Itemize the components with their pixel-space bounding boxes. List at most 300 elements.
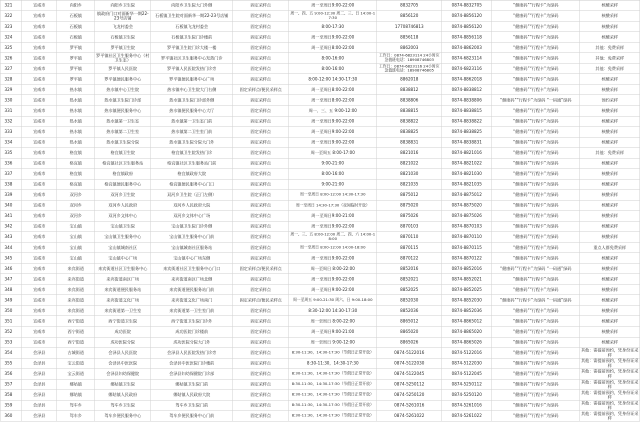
cell-number: 333 (0, 127, 22, 137)
cell-site-name: 罗平镇便民服务中心 (95, 74, 151, 84)
cell-hours: 周一至周日9:00-22:00 (289, 32, 377, 42)
cell-site-name: 西宁街道卫生院 (95, 316, 151, 326)
cell-requirement: “健康码”“行程卡”为绿码 (492, 306, 580, 316)
cell-service: 核酸采样 (580, 211, 640, 221)
cell-address: 热水镇第二卫生室门前 (151, 127, 233, 137)
table-row (0, 158, 640, 169)
table-row (0, 358, 640, 369)
table-row (0, 116, 640, 127)
cell-site-name: 来宾街道南区广场 (95, 274, 151, 284)
cell-requirement: “健康码”“行程卡”为绿码 (492, 22, 580, 32)
cell-requirement: “健康码”“行程卡”为绿码 (492, 327, 580, 337)
cell-town: 娜姑镇 (57, 390, 95, 400)
cell-phone: 8832705 (377, 1, 442, 11)
cell-site-type: 固定采样点 (233, 53, 289, 63)
cell-address: 热水镇卫生院分院大门外 (151, 137, 233, 147)
cell-phone-alt: 0874-8838806 (442, 95, 492, 105)
cell-town: 热水镇 (57, 127, 95, 137)
cell-requirement: “健康码”“行程卡”为绿码 (492, 32, 580, 42)
cell-site-name: 会泽县人民医院 (95, 348, 151, 358)
cell-phone: 8870110 (377, 232, 442, 242)
cell-phone-alt: 0874-8862003 (442, 43, 492, 53)
cell-site-name: 罗平镇人民医院 (95, 64, 151, 74)
cell-phone: 8875026 (377, 211, 442, 221)
cell-phone: 8838825 (377, 127, 442, 137)
cell-phone-alt: 0874-5122045 (442, 369, 492, 379)
cell-requirement: “健康码”“行程卡”为绿码 (492, 390, 580, 400)
cell-site-type: 固定采样点 (233, 32, 289, 42)
cell-service: 其他：需提前预约，凭身份证采样 (581, 379, 639, 389)
cell-city: 宣威市 (22, 306, 57, 316)
cell-city: 宣威市 (22, 127, 57, 137)
cell-town: 西宁街道 (57, 316, 95, 326)
cell-phone-alt: 0874-8852025 (442, 285, 492, 295)
cell-phone-alt: 0874-8875012 (442, 190, 492, 200)
cell-town: 双河乡 (57, 211, 95, 221)
cell-address: 石板镇卫生院对面新华一期22-23号店铺 (151, 11, 233, 21)
cell-phone: 8870115 (377, 243, 442, 253)
cell-address: 双河乡人民政府大院 (151, 200, 233, 210)
table-row (0, 400, 640, 411)
cell-service: 核酸采样 (580, 22, 640, 32)
cell-site-name: 格宜镇政府 (95, 169, 151, 179)
cell-service: 其他：需提前预约，凭身份证采样 (581, 358, 639, 368)
cell-town: 热水镇 (57, 116, 95, 126)
cell-site-type: 固定采样点 (233, 369, 289, 379)
cell-site-type: 固定采样点 (233, 232, 289, 242)
cell-service: 核酸采样 (580, 74, 640, 84)
cell-address: 双河乡文体中心广场 (151, 211, 233, 221)
cell-phone-alt: 0874-8821030 (442, 169, 492, 179)
table-row (0, 306, 640, 317)
cell-town: 娜姑镇 (57, 379, 95, 389)
cell-number: 321 (0, 1, 22, 11)
cell-site-name: 格宜镇便民服务中心 (95, 179, 151, 189)
cell-requirement: “健康码”“行程卡”为绿码 (492, 348, 580, 358)
cell-phone-alt: 0874-8870103 (442, 221, 492, 231)
cell-requirement: “健康码”“行程卡”为绿码 (492, 137, 580, 147)
cell-service: 核酸采样 (580, 337, 640, 347)
cell-requirement: “健康码”“行程卡”为绿码 (492, 285, 580, 295)
cell-phone: 8838822 (377, 116, 442, 126)
cell-site-type: 固定采样点 (233, 327, 289, 337)
cell-address: 来宾街道南区广场北侧 (151, 274, 233, 284)
cell-site-name: 罗平镇卫生院 (95, 43, 151, 53)
cell-city: 宣威市 (22, 337, 57, 347)
cell-phone-alt: 0874-8862018 (442, 74, 492, 84)
cell-address: 罗平镇社区卫生服务中心发热门诊 (151, 53, 233, 63)
cell-phone: 工作日：0874-6823114 24小时应急值班电话：18908746803 (377, 53, 442, 63)
cell-city: 宣威市 (22, 85, 57, 95)
cell-address: 热水镇便民服务中心大厅 (151, 106, 233, 116)
cell-phone-alt: 0874-5250112 (442, 379, 492, 389)
cell-requirement: “健康码”“行程卡”为绿码 (492, 11, 580, 21)
cell-city: 会泽县 (22, 348, 57, 358)
table-row (0, 285, 640, 296)
cell-requirement: “健康码”“行程卡”为绿码 (492, 106, 580, 116)
table-row (0, 190, 640, 201)
cell-service: 核酸采样 (580, 327, 640, 337)
cell-phone: 0874-5122030 (377, 358, 442, 368)
cell-requirement: “健康码”“行程卡”为绿码 (492, 379, 580, 389)
cell-address: 宝山镇城南社区服务站 (151, 243, 233, 253)
cell-service: 核酸采样 (580, 137, 640, 147)
cell-number: 331 (0, 106, 22, 116)
cell-site-type: 固定采样点 (233, 390, 289, 400)
cell-hours: 周一至周五 9:00-21:30 周六、日 9:00-18:00 (289, 295, 377, 305)
cell-site-name: 成功医院分院 (95, 337, 151, 347)
table-row (0, 243, 640, 254)
cell-hours: 周一至周日 8:00-12:00 14:00-18:00 (289, 243, 377, 253)
cell-town: 来宾街道 (57, 264, 95, 274)
cell-city: 宣威市 (22, 243, 57, 253)
cell-hours: 周一至周日8:00-22:00 (289, 95, 377, 105)
table-row (0, 148, 640, 159)
cell-hours: 周一至周日9:00-22:00 (289, 1, 377, 11)
cell-number: 338 (0, 179, 22, 189)
table-row (0, 85, 640, 96)
cell-phone-alt: 0874-5261022 (442, 411, 492, 421)
cell-site-name: 镇政府门口对面新华一期22-23号店铺 (95, 11, 151, 21)
cell-hours: 周一至周五 8:00-17:00 (289, 148, 377, 158)
cell-requirement: “健康码”“行程卡”为绿码 (492, 74, 580, 84)
cell-hours: 周一至周日9:00-22:00 (289, 221, 377, 231)
cell-service: 核酸采样 (580, 11, 640, 21)
table-row (0, 43, 640, 54)
cell-phone: 工作日：0874-6823116 24小时应急值班电话：18908746805 (377, 64, 442, 74)
cell-address: 会泽县人民医院发热门诊旁 (151, 348, 233, 358)
cell-number: 355 (0, 358, 22, 368)
cell-site-name: 向阳乡卫生院 (95, 1, 151, 11)
cell-phone-alt: 0874-8856118 (442, 32, 492, 42)
cell-service: 核酸采样 (580, 106, 640, 116)
cell-town: 宝山镇 (57, 253, 95, 263)
cell-site-type: 固定采样点 (233, 337, 289, 347)
cell-service: 核酸采样 (580, 116, 640, 126)
cell-city: 会泽县 (22, 390, 57, 400)
cell-service: 预约采样 (580, 95, 640, 105)
cell-town: 罗平镇 (57, 64, 95, 74)
cell-site-name: 热水镇卫生院分院 (95, 137, 151, 147)
cell-requirement: “健康码”“行程卡”为绿码 (492, 316, 580, 326)
cell-requirement: “健康码”“行程卡”为绿码 (492, 200, 580, 210)
cell-phone-alt: 0874-8838815 (442, 106, 492, 116)
cell-phone-alt: 0874-5261016 (442, 400, 492, 410)
cell-service: 其他：需提前预约，凭身份证采样 (581, 410, 639, 421)
cell-town: 驾车乡 (57, 411, 95, 421)
table-row (0, 348, 640, 359)
cell-number: 347 (0, 274, 22, 284)
cell-phone: 0874-5250120 (377, 390, 442, 400)
cell-address: 成功医院门诊楼前 (151, 327, 233, 337)
cell-town: 驾车乡 (57, 400, 95, 410)
cell-service: 核酸采样 (580, 295, 640, 305)
cell-site-name: 会泽县妇幼保健院 (95, 369, 151, 379)
cell-city: 宣威市 (22, 22, 57, 32)
cell-city: 宣威市 (22, 327, 57, 337)
cell-site-type: 固定采样点 (233, 253, 289, 263)
cell-city: 宣威市 (22, 221, 57, 231)
cell-number: 341 (0, 211, 22, 221)
cell-phone: 8865012 (377, 316, 442, 326)
cell-requirement: “健康码”“行程卡”为绿码 (492, 211, 580, 221)
cell-town: 石板镇 (57, 11, 95, 21)
cell-phone-alt: 0874-5122016 (442, 348, 492, 358)
cell-hours: 周一、三、五 8:00-12:00 周二、四、六 14:00-18:00 (290, 232, 376, 242)
cell-service: 其他：需提前预约，凭身份证采样 (581, 389, 639, 400)
cell-site-type: 固定采样点 (233, 137, 289, 147)
cell-service: 核酸采样 (580, 221, 640, 231)
cell-number: 325 (0, 43, 22, 53)
cell-hours: 8:30-11:30，14:30-17:30（节假日正常开放） (289, 348, 377, 358)
cell-city: 宣威市 (22, 158, 57, 168)
cell-service: 其他：需提前预约，凭身份证采样 (581, 400, 639, 410)
cell-site-name: 石板镇卫生院 (95, 32, 151, 42)
table-row (0, 316, 640, 327)
cell-phone-alt: 0874-8870115 (442, 243, 492, 253)
cell-phone: 0874-5261022 (377, 411, 442, 421)
table-row (0, 221, 640, 232)
cell-phone: 8852021 (377, 274, 442, 284)
cell-phone-alt: 0874-6823114 (442, 53, 492, 63)
cell-phone-alt: 0874-8856120 (442, 11, 492, 21)
cell-hours: 8:00-16:00 (289, 64, 377, 74)
cell-site-name: 格宜镇社区卫生服务站 (95, 158, 151, 168)
cell-service: 核酸采样 (580, 85, 640, 95)
cell-town: 罗平镇 (57, 74, 95, 84)
cell-hours: 8:30-12:00 14:30-17:30 (289, 306, 377, 316)
cell-service: 核酸采样 (580, 190, 640, 200)
cell-hours: 周一至周日 14:30-17:30（夜间临时开放） (289, 200, 377, 210)
cell-city: 会泽县 (22, 358, 57, 368)
cell-town: 西宁街道 (57, 337, 95, 347)
cell-number: 336 (0, 158, 22, 168)
cell-requirement: “健康码”“行程卡”为绿码 “一码通”绿码 (492, 295, 580, 305)
cell-town: 格宜镇 (57, 179, 95, 189)
cell-number: 329 (0, 85, 22, 95)
cell-number: 346 (0, 264, 22, 274)
cell-number: 343 (0, 232, 22, 242)
cell-site-name: 热水镇便民服务中心 (95, 106, 151, 116)
cell-town: 热水镇 (57, 85, 95, 95)
cell-requirement: “健康码”“行程卡”为绿码 (492, 169, 580, 179)
cell-hours: 8:30-11:30，14:30-17:30（节假日正常开放） (289, 411, 377, 421)
cell-phone-alt: 0874-8852021 (442, 274, 492, 284)
cell-number: 330 (0, 95, 22, 105)
cell-site-type: 固定采样点 (233, 411, 289, 421)
cell-city: 宣威市 (22, 43, 57, 53)
cell-address: 格宜镇政府大院 (151, 169, 233, 179)
cell-requirement: “健康码”“行程卡”为绿码 (492, 232, 580, 242)
table-row (0, 74, 640, 85)
table-row (0, 11, 640, 22)
cell-requirement: “健康码”“行程卡”为绿码 (492, 369, 580, 379)
cell-address: 成功医院分院大门外 (151, 337, 233, 347)
cell-service: 核酸采样 (580, 306, 640, 316)
cell-city: 宣威市 (22, 190, 57, 200)
cell-phone-alt: 0874-8870110 (442, 232, 492, 242)
cell-phone-alt: 0874-5122030 (442, 358, 492, 368)
cell-city: 宣威市 (22, 200, 57, 210)
cell-requirement: “健康码”“行程卡”为绿码 (492, 116, 580, 126)
cell-service: 重点人群免费采样 (580, 243, 640, 253)
cell-address: 娜姑镇卫生院门前 (151, 379, 233, 389)
cell-address: 向阳乡卫生院大门外侧 (151, 1, 233, 11)
cell-site-name: 成功医院 (95, 327, 151, 337)
cell-address: 宝山镇卫生院门诊外侧 (151, 221, 233, 231)
cell-hours: 8:00-16:00 (289, 53, 377, 63)
cell-site-type: 固定采样点 (233, 379, 289, 389)
cell-city: 会泽县 (22, 411, 57, 421)
cell-address: 热水镇第一卫生室门前 (151, 116, 233, 126)
cell-city: 会泽县 (22, 379, 57, 389)
cell-site-name: 娜姑镇人民政府 (95, 390, 151, 400)
table-row (0, 169, 640, 180)
cell-service: 核酸采样 (580, 264, 640, 274)
cell-phone: 8865020 (377, 327, 442, 337)
cell-phone-alt: 0874-8852036 (442, 306, 492, 316)
cell-town: 西宁街道 (57, 327, 95, 337)
cell-site-name: 宝山镇中心广场 (95, 253, 151, 263)
cell-service: 核酸采样 (580, 169, 640, 179)
cell-site-type: 固定采样点 (233, 179, 289, 189)
cell-city: 宣威市 (22, 116, 57, 126)
cell-address: 宝山镇卫生服务中心门前 (151, 232, 233, 242)
cell-number: 342 (0, 221, 22, 231)
cell-phone-alt: 0874-8852016 (442, 264, 492, 274)
cell-address: 热水镇卫生院门诊部外侧 (151, 95, 233, 105)
cell-requirement: “健康码”“行程卡”为绿码 (492, 1, 580, 11)
cell-hours: 8:30-11:30，14:30-17:30（节假日正常开放） (289, 369, 377, 379)
cell-number: 339 (0, 190, 22, 200)
cell-number: 326 (0, 53, 22, 63)
cell-phone: 0874-5250112 (377, 379, 442, 389)
cell-service: 其他：需提前预约，凭身份证采样 (581, 368, 639, 379)
cell-number: 348 (0, 285, 22, 295)
cell-requirement: “健康码”“行程卡”为绿码 (492, 337, 580, 347)
cell-service: 其他：免费采样 (580, 43, 640, 53)
cell-address: 来宾街道便民服务站门前 (151, 285, 233, 295)
cell-hours: 周一至周日8:00-22:00 (289, 43, 377, 53)
cell-phone: 8852030 (377, 295, 442, 305)
cell-hours: 周一至周日8:00-22:00 (289, 85, 377, 95)
cell-site-type: 固定采样点 (233, 243, 289, 253)
cell-number: 332 (0, 116, 22, 126)
cell-requirement: “健康码”“行程卡”为绿码 (492, 221, 580, 231)
table-row (0, 232, 640, 243)
cell-site-type: 固定采样点 (233, 106, 289, 116)
cell-hours: 周一至周日 9:00-12:00 (289, 337, 377, 347)
cell-service: 其他：免费采样 (580, 148, 640, 158)
table-row (0, 64, 640, 75)
cell-address: 驾车乡卫生院门前 (151, 400, 233, 410)
cell-hours: 周一、四、五 9:00-12:30 周二、三、日 14:00-17:30 (290, 11, 376, 21)
cell-site-type: 固定采样点 (233, 43, 289, 53)
cell-service: 核酸采样 (580, 232, 640, 242)
cell-site-name: 驾车乡便民服务中心 (95, 411, 151, 421)
table-row (0, 106, 640, 117)
cell-site-type: 固定采样点 (233, 74, 289, 84)
table-row (0, 211, 640, 222)
cell-site-name: 热水镇中心卫生院 (95, 85, 151, 95)
cell-number: 359 (0, 400, 22, 410)
cell-hours: 周一、三、五 9:00-12:00 (289, 106, 377, 116)
cell-site-type: 固定采样点 (233, 158, 289, 168)
cell-hours: 周一至周日9:00-22:00 (289, 274, 377, 284)
cell-address: 格宜镇社区卫生服务站门前 (151, 158, 233, 168)
cell-city: 宣威市 (22, 169, 57, 179)
cell-site-name: 双河乡卫生院 (95, 190, 151, 200)
cell-phone-alt: 0874-8838812 (442, 85, 492, 95)
cell-phone-alt: 0874-8838822 (442, 116, 492, 126)
cell-requirement: “健康码”“行程卡”为绿码 (492, 411, 580, 421)
cell-town: 来宾街道 (57, 306, 95, 316)
cell-city: 宣威市 (22, 137, 57, 147)
cell-town: 宝山镇 (57, 232, 95, 242)
cell-town: 石板镇 (57, 32, 95, 42)
cell-hours: 8:30-11:30，14:30-17:30（节假日正常开放） (289, 379, 377, 389)
cell-phone: 8856118 (377, 32, 442, 42)
cell-site-name: 来宾街道文化广场 (95, 295, 151, 305)
cell-site-type: 固定采样点 (233, 22, 289, 32)
cell-number: 356 (0, 369, 22, 379)
cell-requirement: “健康码”“行程卡”为绿码 (492, 53, 580, 63)
cell-phone: 8856120 (377, 11, 442, 21)
cell-hours: 周一至周日9:00-22:00 (289, 127, 377, 137)
cell-site-name: 娜姑镇卫生院 (95, 379, 151, 389)
cell-service: 核酸采样 (580, 253, 640, 263)
cell-phone: 8838831 (377, 137, 442, 147)
cell-address: 双河乡卫生院（正门左侧） (151, 190, 233, 200)
cell-phone: 8821030 (377, 169, 442, 179)
cell-number: 349 (0, 295, 22, 305)
cell-requirement: “健康码”“行程卡”为绿码 (492, 400, 580, 410)
cell-site-type: 固定采样点 (233, 285, 289, 295)
table-row (0, 127, 640, 138)
cell-city: 宣威市 (22, 53, 57, 63)
cell-city: 宣威市 (22, 64, 57, 74)
table-row (0, 274, 640, 285)
cell-hours: 周一至周日9:00-22:00 (289, 253, 377, 263)
cell-phone-alt: 0874-8821022 (442, 158, 492, 168)
cell-phone: 8862018 (377, 74, 442, 84)
cell-site-name: 驾车乡卫生院 (95, 400, 151, 410)
cell-address: 罗平镇人民医院发热门诊旁 (151, 64, 233, 74)
cell-site-name: 双河乡文体中心 (95, 211, 151, 221)
cell-phone: 8838806 (377, 95, 442, 105)
cell-phone-alt: 0874-8852030 (442, 295, 492, 305)
cell-requirement: “健康码”“行程卡”为绿码 (492, 148, 580, 158)
cell-site-type: 固定采样点 (233, 348, 289, 358)
table-row (0, 369, 640, 380)
cell-service: 核酸采样 (580, 127, 640, 137)
cell-city: 会泽县 (22, 369, 57, 379)
cell-address: 热水镇中心卫生院大门右侧 (151, 85, 233, 95)
cell-service: 核酸采样 (580, 1, 640, 11)
table-row (0, 253, 640, 264)
table-row (0, 379, 640, 390)
cell-phone-alt: 0874-6823116 (442, 64, 492, 74)
cell-phone-alt: 0874-5250120 (442, 390, 492, 400)
cell-phone: 8875012 (377, 190, 442, 200)
cell-site-type: 固定采样点 (233, 274, 289, 284)
cell-requirement: “健康码”“行程卡”为绿码 (492, 243, 580, 253)
cell-city: 宣威市 (22, 232, 57, 242)
cell-city: 宣威市 (22, 95, 57, 105)
cell-phone: 8852025 (377, 285, 442, 295)
cell-service: 核酸采样 (580, 316, 640, 326)
cell-address: 罗平镇便民服务中心广场 (151, 74, 233, 84)
